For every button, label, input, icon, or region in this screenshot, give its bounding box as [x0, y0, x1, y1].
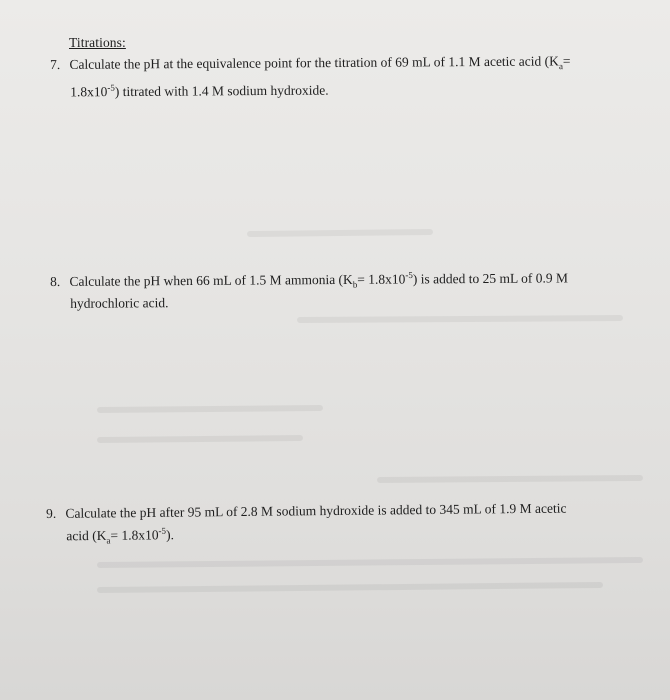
section-heading: Titrations: [69, 35, 126, 50]
question-text-line1: Calculate the pH when 66 mL of 1.5 M ammonia $(K_b= 1.8x10^{-5})$ is added to 25 mL of 0.9 M [69, 269, 569, 290]
question-number: 9. [46, 505, 57, 521]
question-text-line2: hydrochloric acid. [70, 295, 169, 312]
question-9 [46, 500, 567, 551]
question-text-line1: Calculate the pH after 95 mL of 2.8 M sodium hydroxide is added to 345 mL of 1.9 M acetic [65, 500, 567, 521]
question-text-line1: Calculate the pH at the equivalence point for the titration of 69 mL of 1.1 M acetic acid ($K_a=$ [69, 53, 571, 72]
question-8 [50, 264, 568, 313]
question-number: 7. [50, 56, 61, 72]
question-7 [50, 52, 571, 101]
question-text-line2: acid $(K_a= 1.8x10^{-5})$. [66, 525, 175, 546]
question-number: 8. [50, 273, 61, 289]
question-text-line2: $1.8x10^{-5}$) titrated with 1.4 M sodium hydroxide. [70, 82, 329, 100]
